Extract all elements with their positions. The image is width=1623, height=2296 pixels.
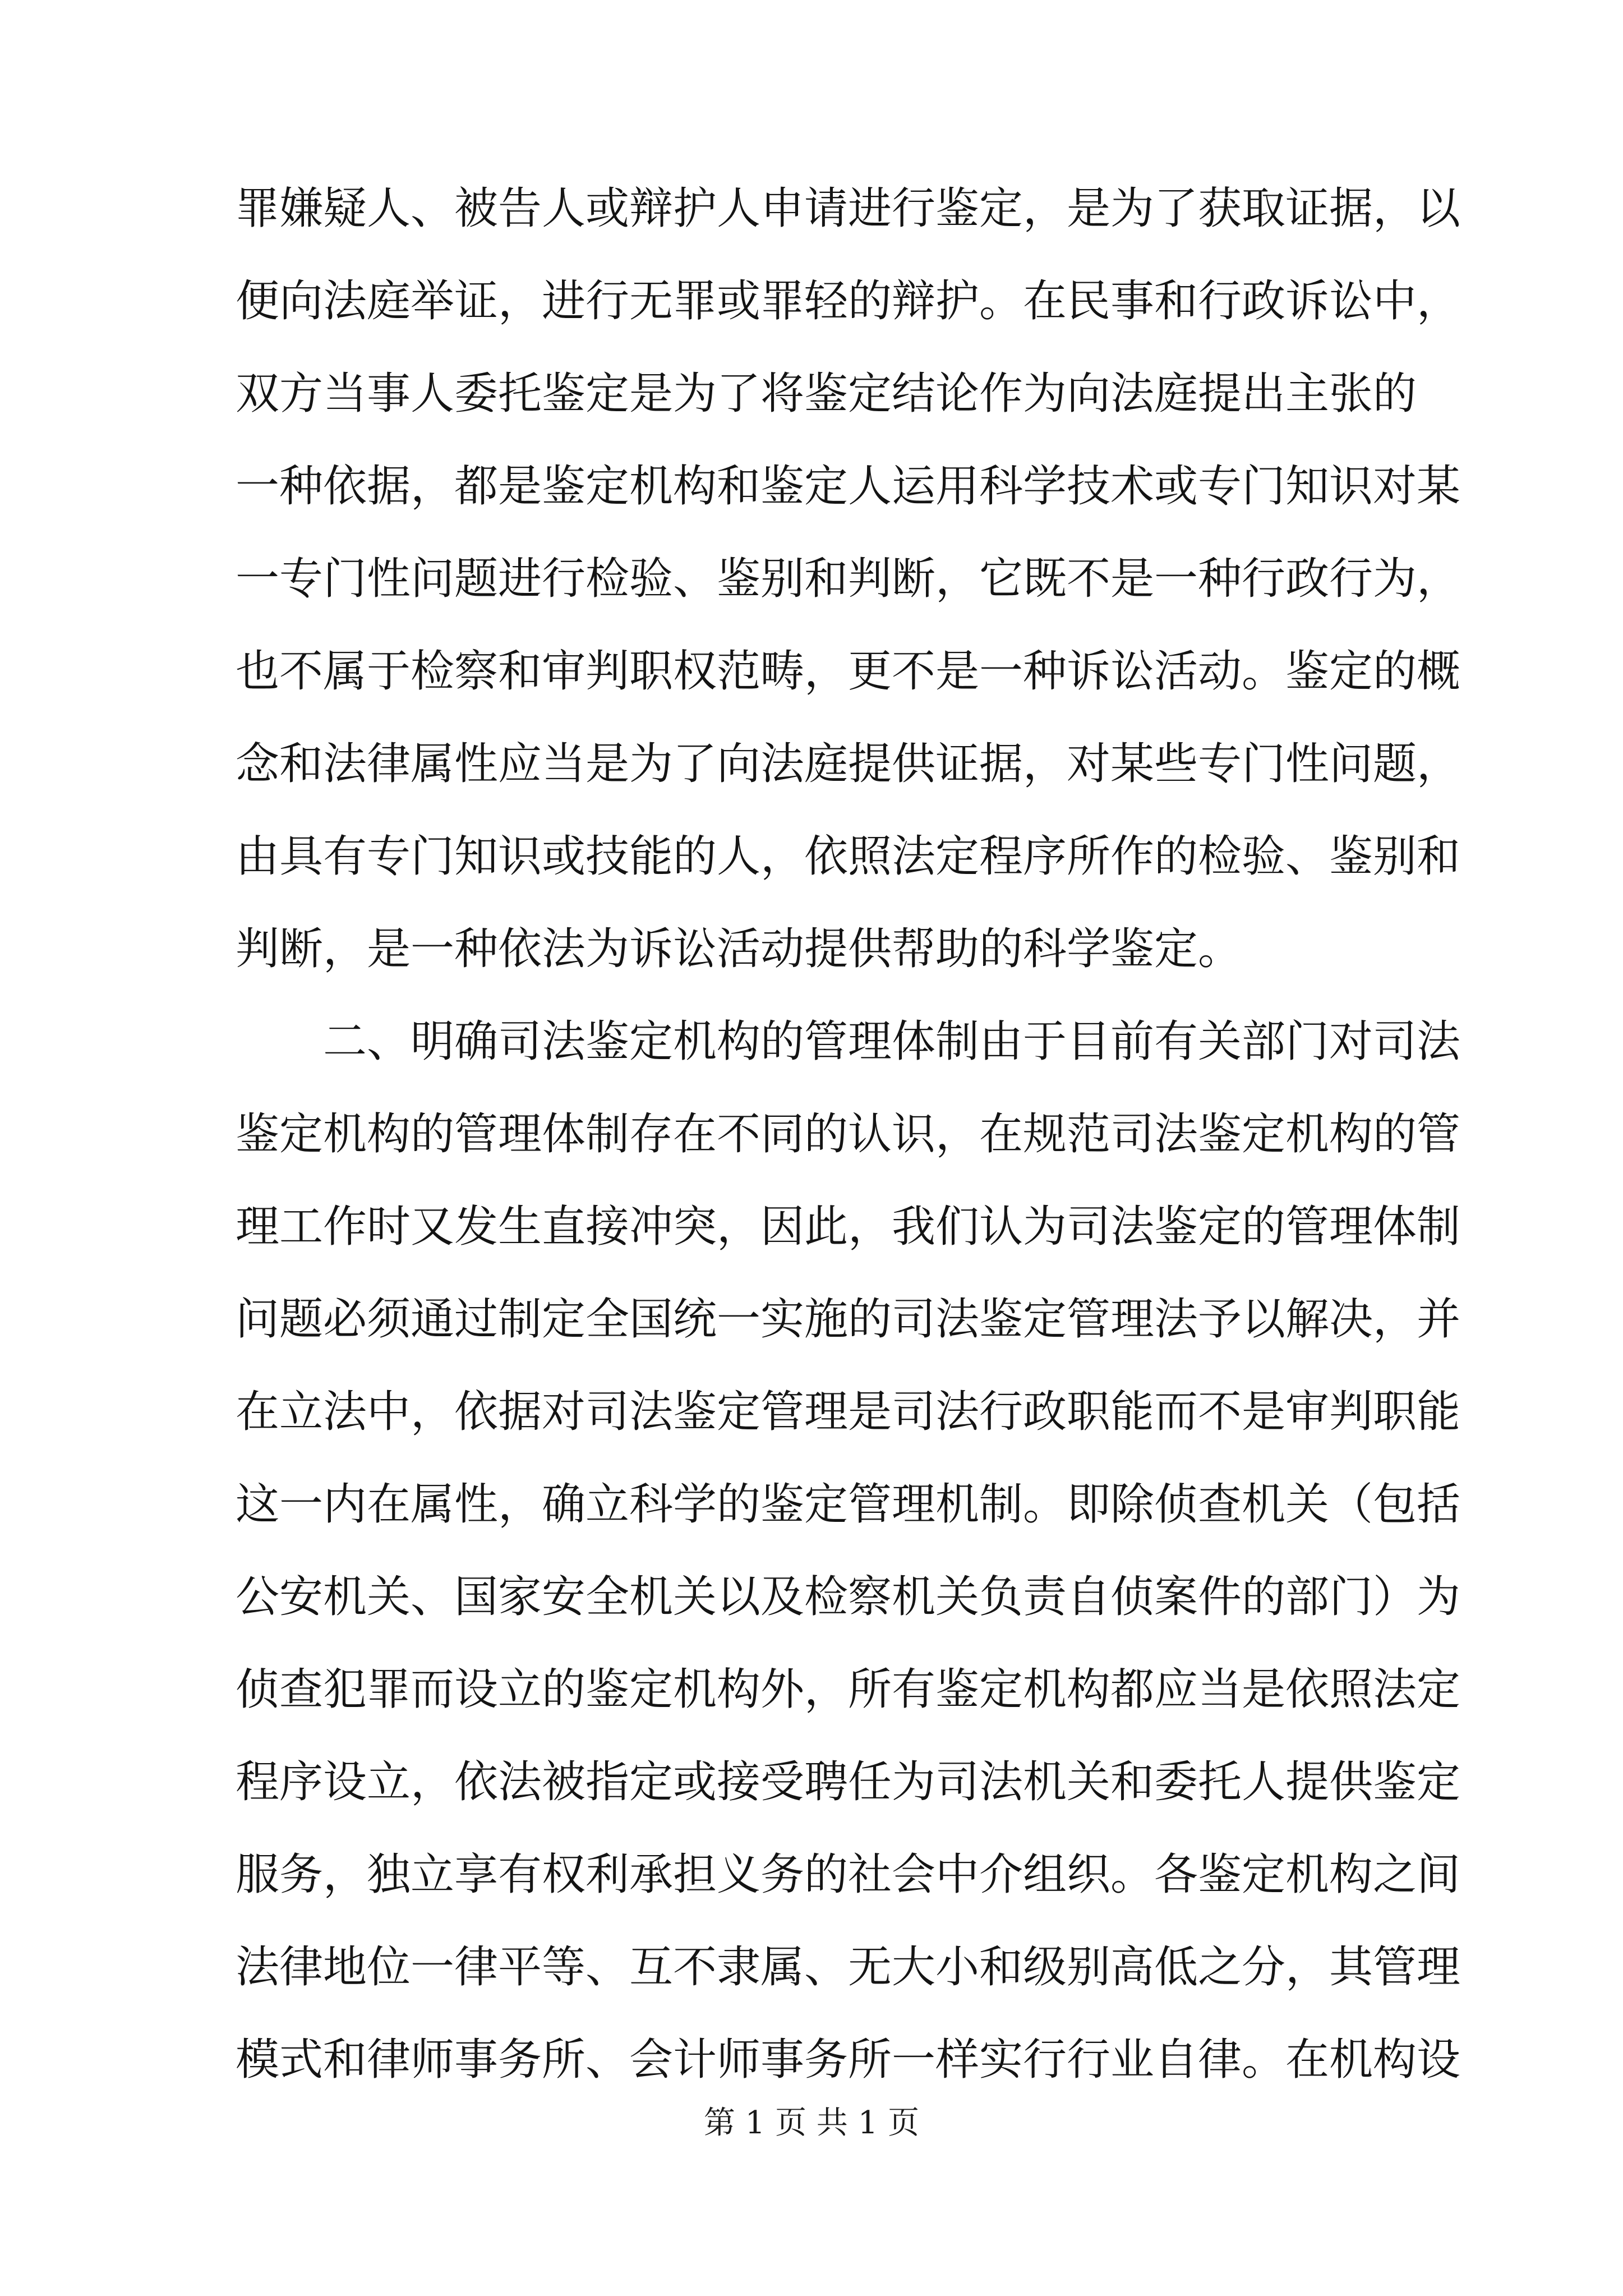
text-line: 程序设立，依法被指定或接受聘任为司法机关和委托人提供鉴定 (236, 1757, 1461, 1807)
page-footer: 第 1 页 共 1 页 (703, 2105, 920, 2141)
text-line: 一种依据，都是鉴定机构和鉴定人运用科学技术或专门知识对某 (236, 461, 1461, 512)
text-line: 法律地位一律平等、互不隶属、无大小和级别高低之分，其管理 (236, 1942, 1461, 1993)
text-line: 这一内在属性，确立科学的鉴定管理机制。即除侦查机关（包括 (236, 1479, 1461, 1530)
paragraph-heading-line: 二、明确司法鉴定机构的管理体制由于目前有关部门对司法 (323, 1016, 1461, 1067)
text-line: 念和法律属性应当是为了向法庭提供证据，对某些专门性问题， (236, 739, 1461, 789)
text-line: 也不属于检察和审判职权范畴，更不是一种诉讼活动。鉴定的概 (236, 646, 1461, 697)
text-line: 服务，独立享有权利承担义务的社会中介组织。各鉴定机构之间 (236, 1849, 1461, 1900)
text-line: 由具有专门知识或技能的人，依照法定程序所作的检验、鉴别和 (236, 831, 1461, 882)
text-line: 理工作时又发生直接冲突，因此，我们认为司法鉴定的管理体制 (236, 1202, 1461, 1252)
text-line: 在立法中，依据对司法鉴定管理是司法行政职能而不是审判职能 (236, 1387, 1461, 1437)
text-line: 判断，是一种依法为诉讼活动提供帮助的科学鉴定。 (236, 924, 1242, 974)
text-line: 罪嫌疑人、被告人或辩护人申请进行鉴定，是为了获取证据，以 (236, 183, 1461, 234)
text-line: 问题必须通过制定全国统一实施的司法鉴定管理法予以解决，并 (236, 1294, 1461, 1345)
text-line: 公安机关、国家安全机关以及检察机关负责自侦案件的部门）为 (236, 1572, 1461, 1622)
text-line: 双方当事人委托鉴定是为了将鉴定结论作为向法庭提出主张的 (236, 369, 1417, 419)
text-line: 鉴定机构的管理体制存在不同的认识，在规范司法鉴定机构的管 (236, 1109, 1461, 1159)
text-line: 一专门性问题进行检验、鉴别和判断，它既不是一种行政行为， (236, 554, 1461, 604)
text-line: 模式和律师事务所、会计师事务所一样实行行业自律。在机构设 (236, 2035, 1461, 2085)
text-line: 便向法庭举证，进行无罪或罪轻的辩护。在民事和行政诉讼中， (236, 276, 1461, 326)
text-line: 侦查犯罪而设立的鉴定机构外，所有鉴定机构都应当是依照法定 (236, 1664, 1461, 1715)
